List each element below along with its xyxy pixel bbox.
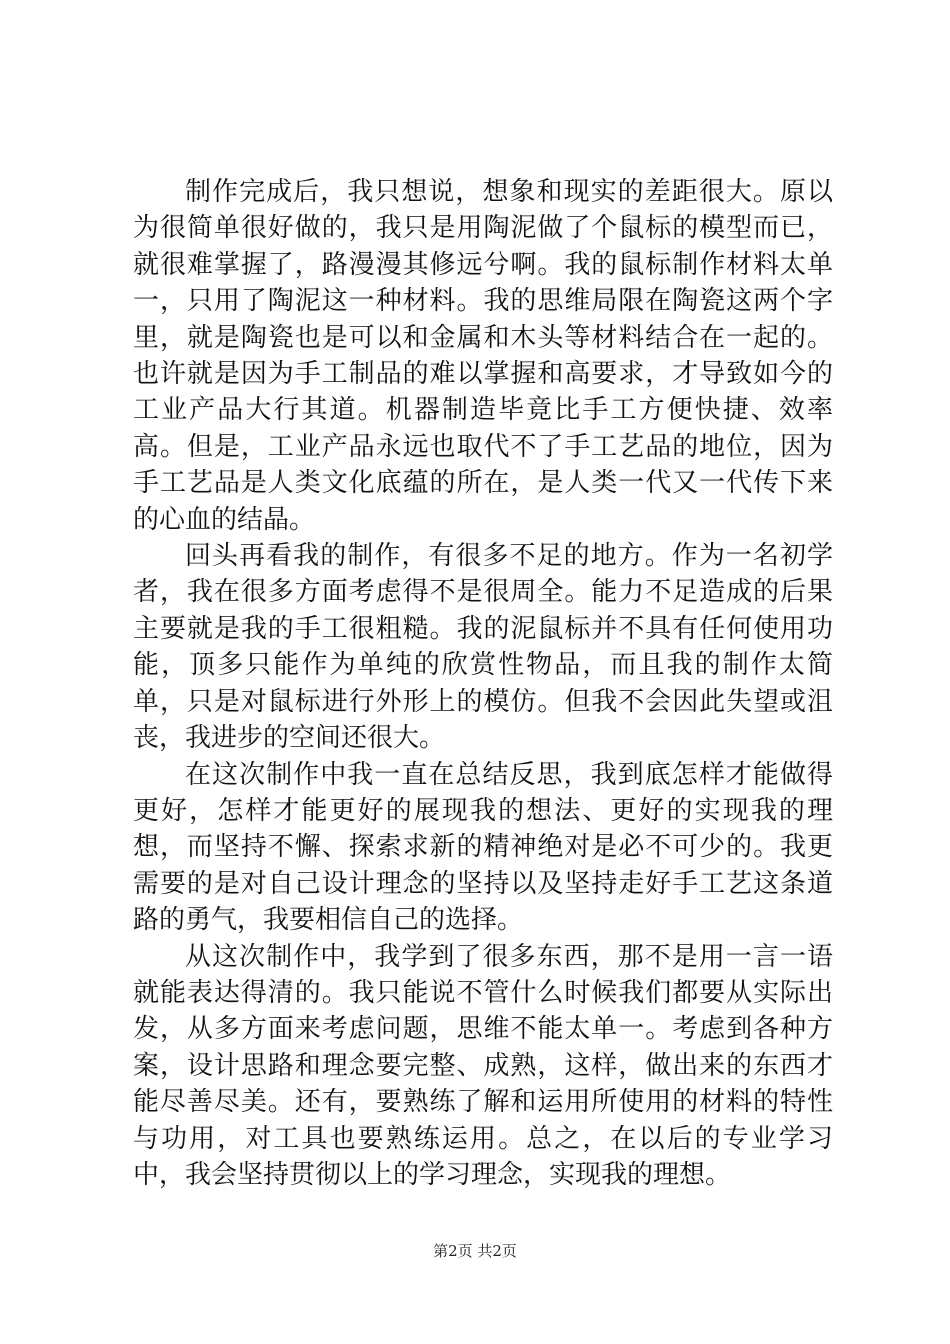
paragraph-2: 回头再看我的制作，有很多不足的地方。作为一名初学者，我在很多方面考虑得不是很周全。能力不足造成的后果主要就是我的手工很粗糙。我的泥鼠标并不具有任何使用功能，顶多只能作为单纯的欣赏性物品，而且我的制作太简单，只是对鼠标进行外形上的模仿。但我不会因此失望或沮丧，我进步的空间还很大。 <box>133 541 833 754</box>
page-number-label: 第2页 共2页 <box>433 1242 517 1260</box>
paragraph-1: 制作完成后，我只想说，想象和现实的差距很大。原以为很简单很好做的，我只是用陶泥做了个鼠标的模型而已，就很难掌握了，路漫漫其修远兮啊。我的鼠标制作材料太单一，只用了陶泥这一种材料。我的思维局限在陶瓷这两个字里，就是陶瓷也是可以和金属和木头等材料结合在一起的。也许就是因为手工制品的难以掌握和高要求，才导致如今的工业产品大行其道。机器制造毕竟比手工方便快捷、效率高。但是，工业产品永远也取代不了手工艺品的地位，因为手工艺品是人类文化底蕴的所在，是人类一代又一代传下来的心血的结晶。 <box>133 177 833 535</box>
paragraph-3: 在这次制作中我一直在总结反思，我到底怎样才能做得更好，怎样才能更好的展现我的想法、更好的实现我的理想，而坚持不懈、探索求新的精神绝对是必不可少的。我更需要的是对自己设计理念的坚持以及坚持走好手工艺这条道路的勇气，我要相信自己的选择。 <box>133 759 833 936</box>
page-footer <box>0 1241 950 1261</box>
document-body <box>133 174 833 1193</box>
paragraph-4: 从这次制作中，我学到了很多东西，那不是用一言一语就能表达得清的。我只能说不管什么时候我们都要从实际出发，从多方面来考虑问题，思维不能太单一。考虑到各种方案，设计思路和理念要完整、成熟，这样，做出来的东西才能尽善尽美。还有，要熟练了解和运用所使用的材料的特性与功用，对工具也要熟练运用。总之，在以后的专业学习中，我会坚持贯彻以上的学习理念，实现我的理想。 <box>133 941 833 1190</box>
